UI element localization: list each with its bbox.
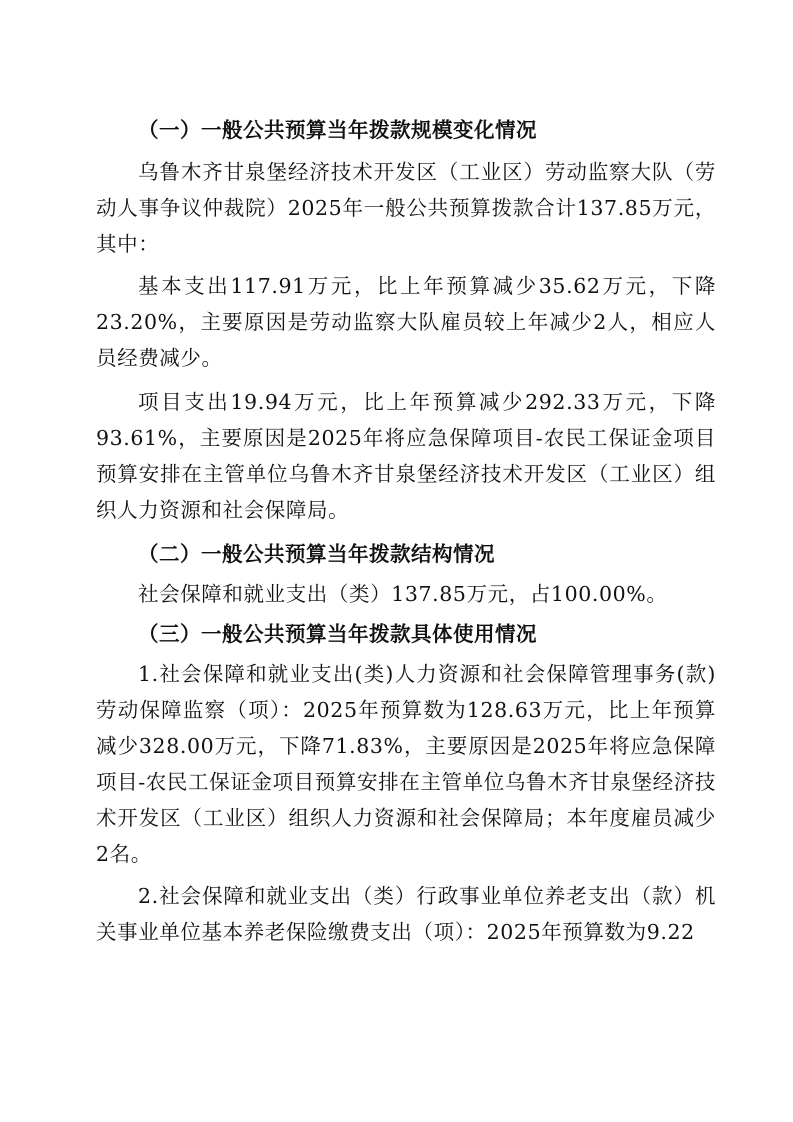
paragraph-project-expenditure: 项目支出19.94万元，比上年预算减少292.33万元，下降93.61%，主要原因是2025年将应急保障项目-农民工保证金项目预算安排在主管单位乌鲁木齐甘泉堡经济技术开发区（工业区）组织人力资源和社会保障局。 — [96, 390, 716, 522]
section-heading-2: （二）一般公共预算当年拨款结构情况 — [138, 542, 495, 566]
paragraph-usage-item-1: 1.社会保障和就业支出(类)人力资源和社会保障管理事务(款)劳动保障监察（项）：2025年预算数为128.63万元，比上年预算减少328.00万元，下降71.83%，主要原因是2025年将应急保障项目-农民工保证金项目预算安排在主管单位乌鲁木齐甘泉堡经济技术开发区（工业区）组织人力资源和社会保障局；本年度雇员减少2名。 — [96, 662, 716, 866]
paragraph-budget-total: 乌鲁木齐甘泉堡经济技术开发区（工业区）劳动监察大队（劳动人事争议仲裁院）2025年一般公共预算拨款合计137.85万元，其中： — [96, 160, 716, 256]
section-heading-3: （三）一般公共预算当年拨款具体使用情况 — [138, 622, 537, 646]
section-heading-1: （一）一般公共预算当年拨款规模变化情况 — [138, 118, 537, 142]
paragraph-structure: 社会保障和就业支出（类）137.85万元，占100.00%。 — [138, 582, 668, 606]
document-body — [96, 112, 716, 950]
paragraph-basic-expenditure: 基本支出117.91万元，比上年预算减少35.62万元，下降23.20%，主要原因是劳动监察大队雇员较上年减少2人，相应人员经费减少。 — [96, 274, 716, 370]
paragraph-usage-item-2: 2.社会保障和就业支出（类）行政事业单位养老支出（款）机关事业单位基本养老保险缴费支出（项）：2025年预算数为9.22 — [96, 884, 716, 944]
